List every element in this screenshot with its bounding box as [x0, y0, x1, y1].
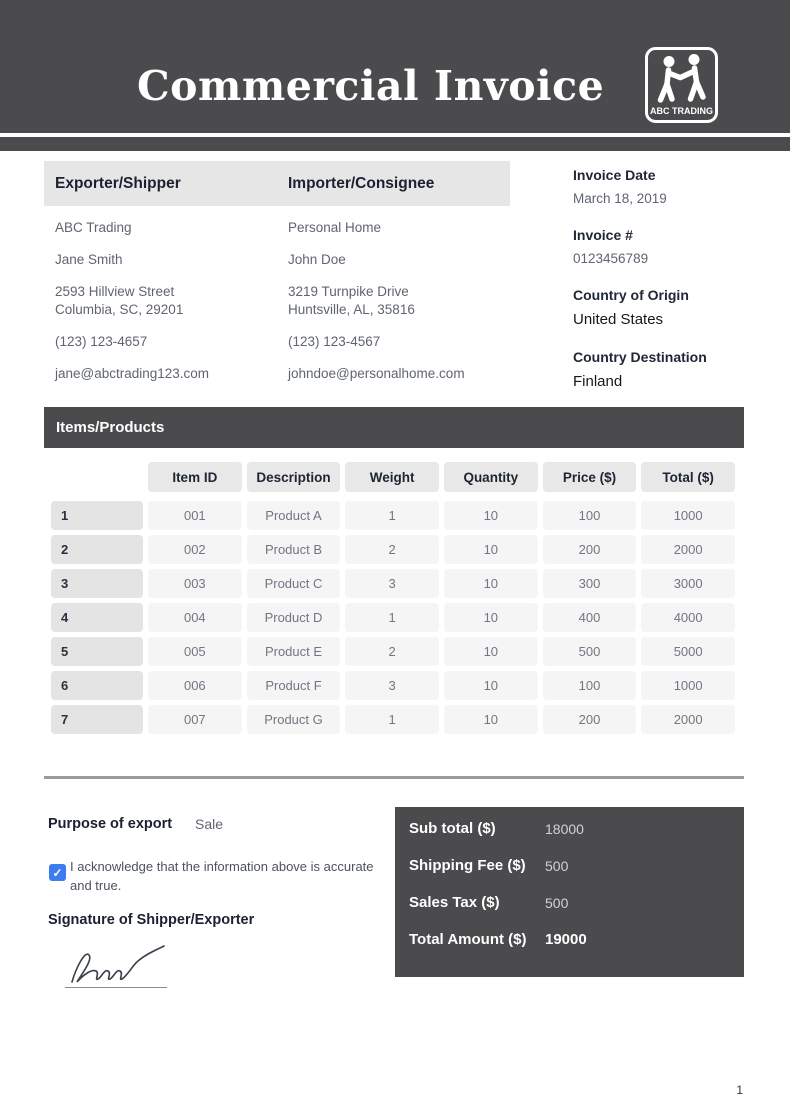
- cell-price: 100: [543, 501, 637, 530]
- subtotal-row: [395, 810, 744, 847]
- cell-item-id: 007: [148, 705, 242, 734]
- logo-text: ABC TRADING: [650, 106, 713, 116]
- cell-description: Product B: [247, 535, 341, 564]
- invoice-date: [573, 166, 758, 208]
- signature-underline: [65, 987, 167, 988]
- shipping-fee-label: Shipping Fee ($): [409, 857, 526, 874]
- cell-quantity: 10: [444, 501, 538, 530]
- cell-item-id: 001: [148, 501, 242, 530]
- items-section-title: Items/Products: [56, 419, 165, 436]
- items-table: [44, 462, 744, 734]
- exporter-company: ABC Trading: [55, 220, 132, 235]
- table-row: [51, 569, 735, 598]
- acknowledgement-text: I acknowledge that the information above is accurate and true.: [70, 859, 374, 893]
- cell-price: 200: [543, 535, 637, 564]
- exporter-heading: Exporter/Shipper: [55, 174, 181, 192]
- total-amount-row: [395, 921, 744, 958]
- cell-quantity: 10: [444, 603, 538, 632]
- table-row: [51, 705, 735, 734]
- importer-address-line1: 3219 Turnpike Drive: [288, 284, 409, 299]
- cell-quantity: 10: [444, 637, 538, 666]
- importer-email: johndoe@personalhome.com: [288, 366, 465, 381]
- cell-weight: 1: [345, 501, 439, 530]
- cell-price: 500: [543, 637, 637, 666]
- country-of-origin: [573, 286, 758, 330]
- invoice-date-value: March 18, 2019: [573, 191, 667, 206]
- total-amount-label: Total Amount ($): [409, 931, 527, 948]
- invoice-date-label: Invoice Date: [573, 167, 656, 183]
- cell-description: Product D: [247, 603, 341, 632]
- cell-weight: 2: [345, 637, 439, 666]
- purpose-of-export-value: Sale: [195, 816, 224, 832]
- cell-total: 4000: [641, 603, 735, 632]
- row-number: 1: [51, 501, 143, 530]
- cell-weight: 3: [345, 569, 439, 598]
- row-number: 3: [51, 569, 143, 598]
- sales-tax-label: Sales Tax ($): [409, 894, 500, 911]
- exporter-address-line1: 2593 Hillview Street: [55, 284, 175, 299]
- cell-weight: 3: [345, 671, 439, 700]
- shipping-fee-row: [395, 847, 744, 884]
- country-of-origin-value: United States: [573, 311, 664, 328]
- row-number: 7: [51, 705, 143, 734]
- exporter-address: [55, 283, 280, 319]
- exporter-address-line2: Columbia, SC, 29201: [55, 302, 184, 317]
- cell-description: Product G: [247, 705, 341, 734]
- header-cell-description: Description: [247, 462, 341, 492]
- section-divider: [44, 776, 744, 779]
- country-of-origin-label: Country of Origin: [573, 287, 689, 303]
- exporter-contact: Jane Smith: [55, 252, 123, 267]
- country-destination-value: Finland: [573, 373, 623, 390]
- table-row: [51, 671, 735, 700]
- cell-total: 2000: [641, 535, 735, 564]
- page-number: 1: [736, 1083, 743, 1097]
- importer-details: [288, 219, 513, 397]
- cell-description: Product A: [247, 501, 341, 530]
- header-cell-total: Total ($): [641, 462, 735, 492]
- cell-quantity: 10: [444, 705, 538, 734]
- importer-heading: Importer/Consignee: [288, 174, 435, 192]
- cell-weight: 1: [345, 603, 439, 632]
- row-number: 6: [51, 671, 143, 700]
- cell-price: 100: [543, 671, 637, 700]
- items-section-header: [44, 407, 744, 448]
- header-cell-price: Price ($): [543, 462, 637, 492]
- page-title: Commercial Invoice: [137, 62, 605, 110]
- header-cell-item-id: Item ID: [148, 462, 242, 492]
- header-cell-blank: [51, 462, 143, 492]
- cell-description: Product F: [247, 671, 341, 700]
- cell-price: 400: [543, 603, 637, 632]
- row-number: 4: [51, 603, 143, 632]
- check-icon: ✓: [52, 865, 63, 880]
- importer-address: [288, 283, 513, 319]
- cell-weight: 2: [345, 535, 439, 564]
- invoice-meta: [573, 166, 758, 410]
- cell-description: Product C: [247, 569, 341, 598]
- parties-section-header: [44, 161, 510, 206]
- cell-description: Product E: [247, 637, 341, 666]
- totals-box: [395, 807, 744, 977]
- purpose-of-export-label: Purpose of export: [48, 816, 173, 832]
- importer-contact: John Doe: [288, 252, 346, 267]
- handshake-logo-icon: [645, 47, 718, 123]
- signature-label: Signature of Shipper/Exporter: [48, 912, 255, 928]
- total-amount-value: 19000: [545, 931, 587, 948]
- exporter-details: [55, 219, 280, 397]
- importer-company: Personal Home: [288, 220, 382, 235]
- cell-weight: 1: [345, 705, 439, 734]
- cell-total: 5000: [641, 637, 735, 666]
- cell-total: 1000: [641, 501, 735, 530]
- sales-tax-value: 500: [545, 894, 569, 911]
- invoice-number-label: Invoice #: [573, 227, 633, 243]
- importer-phone: (123) 123-4567: [288, 334, 381, 349]
- sales-tax-row: [395, 884, 744, 921]
- table-row: [51, 603, 735, 632]
- items-table-header: [51, 462, 735, 492]
- cell-item-id: 005: [148, 637, 242, 666]
- cell-total: 1000: [641, 671, 735, 700]
- header-cell-weight: Weight: [345, 462, 439, 492]
- subtotal-value: 18000: [545, 820, 584, 837]
- signature-image: [68, 942, 168, 991]
- cell-item-id: 003: [148, 569, 242, 598]
- cell-quantity: 10: [444, 535, 538, 564]
- cell-quantity: 10: [444, 569, 538, 598]
- company-logo: [645, 47, 718, 123]
- cell-total: 3000: [641, 569, 735, 598]
- cell-item-id: 004: [148, 603, 242, 632]
- acknowledge-checkbox[interactable]: [49, 864, 66, 881]
- country-destination: [573, 348, 758, 392]
- cell-item-id: 002: [148, 535, 242, 564]
- invoice-number-value: 0123456789: [573, 251, 649, 266]
- exporter-email: jane@abctrading123.com: [55, 366, 210, 381]
- cell-item-id: 006: [148, 671, 242, 700]
- cell-price: 200: [543, 705, 637, 734]
- handwritten-signature-icon: [68, 942, 168, 986]
- shipping-fee-value: 500: [545, 857, 569, 874]
- row-number: 2: [51, 535, 143, 564]
- header-bar: [0, 0, 790, 133]
- table-row: [51, 637, 735, 666]
- row-number: 5: [51, 637, 143, 666]
- table-row: [51, 535, 735, 564]
- subtotal-label: Sub total ($): [409, 820, 496, 837]
- header-cell-quantity: Quantity: [444, 462, 538, 492]
- header-accent-bar: [0, 137, 790, 151]
- cell-total: 2000: [641, 705, 735, 734]
- exporter-phone: (123) 123-4657: [55, 334, 148, 349]
- items-table-body: [51, 501, 735, 734]
- cell-quantity: 10: [444, 671, 538, 700]
- country-destination-label: Country Destination: [573, 349, 707, 365]
- table-row: [51, 501, 735, 530]
- invoice-number: [573, 226, 758, 268]
- cell-price: 300: [543, 569, 637, 598]
- importer-address-line2: Huntsville, AL, 35816: [288, 302, 415, 317]
